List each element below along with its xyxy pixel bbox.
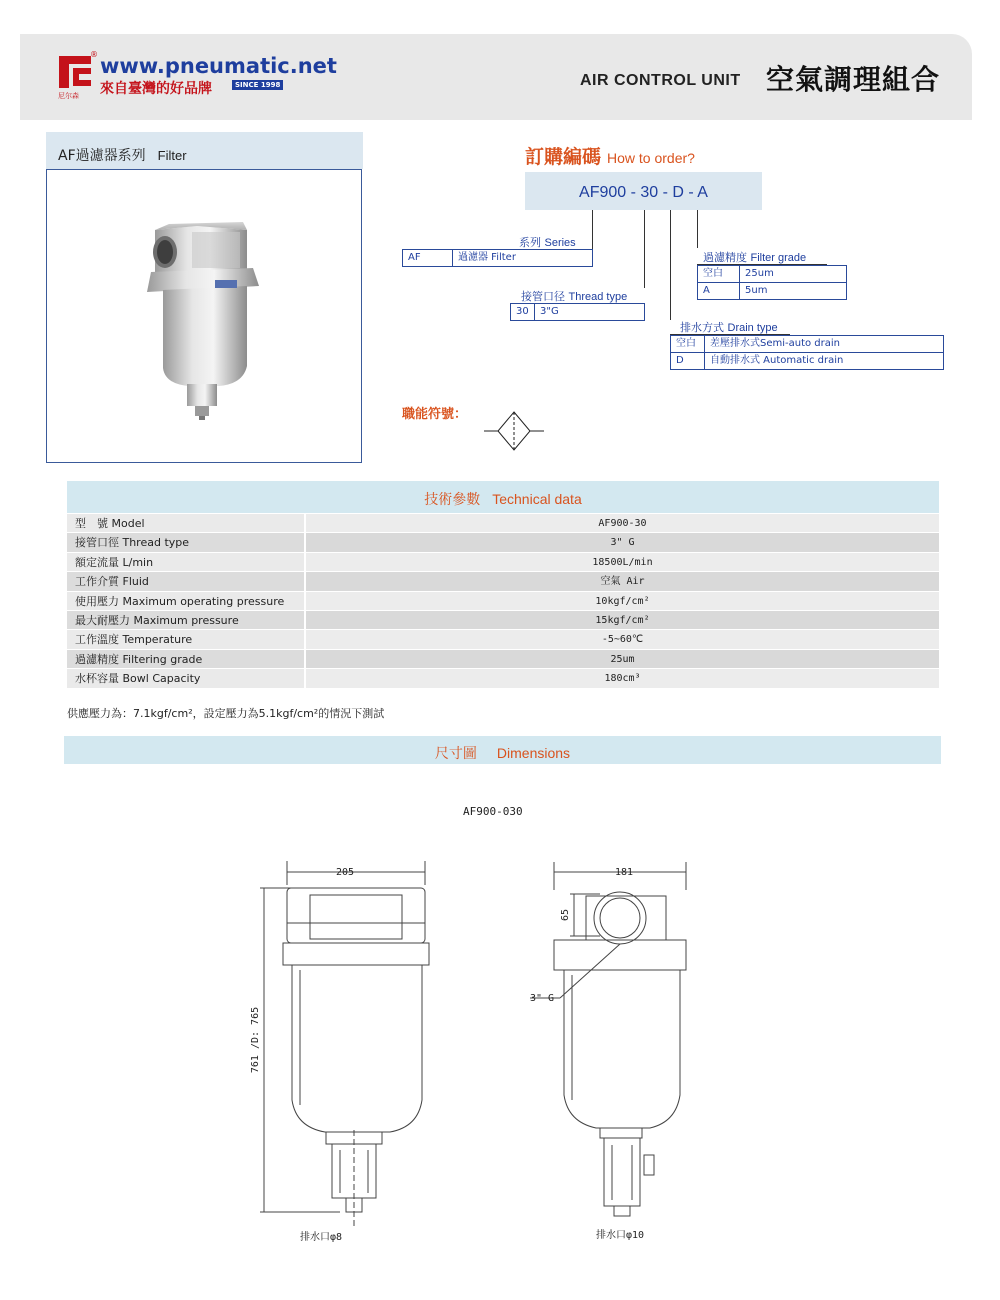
front-width-label: 205	[335, 867, 355, 878]
header-title-cn: 空氣調理組合	[766, 63, 941, 96]
row-label: 型 號 Model	[67, 514, 304, 533]
table-row	[67, 572, 939, 591]
connector-thread	[644, 210, 645, 288]
table-row	[67, 533, 939, 552]
grade-label-en: Filter grade	[750, 252, 807, 264]
drain-side-label: 排水口φ10	[596, 1230, 645, 1241]
product-series-cn: AF過濾器系列	[58, 148, 146, 164]
thread-value: 3"G	[540, 306, 559, 317]
row-label: 工作介質 Fluid	[67, 572, 304, 591]
table-row	[67, 611, 939, 630]
technical-note: 供應壓力為：7.1kgf/cm²，設定壓力為5.1kgf/cm²的情況下測試	[67, 707, 385, 720]
thread-key: 30	[511, 304, 535, 320]
table-row	[67, 630, 939, 649]
row-label: 最大耐壓力 Maximum pressure	[67, 611, 304, 630]
brand-name-cn: 尼尔森	[58, 92, 79, 100]
thread-table	[510, 303, 645, 321]
row-value: 18500L/min	[304, 553, 939, 572]
top-offset-label: 65	[560, 908, 571, 922]
series-table	[402, 249, 593, 267]
grade-value: 25um	[745, 268, 774, 279]
product-series-en: Filter	[157, 148, 187, 163]
row-label: 過濾精度 Filtering grade	[67, 650, 304, 669]
series-label-en: Series	[544, 237, 576, 249]
grade-value: 5um	[745, 285, 768, 296]
grade-label-cn: 過濾精度	[703, 251, 747, 264]
row-value: AF900-30	[304, 514, 939, 533]
order-title-en: How to order?	[607, 150, 695, 166]
technical-table	[67, 514, 939, 689]
row-value: 25um	[304, 650, 939, 669]
product-series-title	[58, 145, 187, 165]
side-view-drawing	[520, 860, 700, 1230]
row-label: 接管口徑 Thread type	[67, 533, 304, 552]
filter-product-image	[47, 170, 361, 462]
technical-title-cn: 技術參數	[424, 492, 481, 508]
table-row	[67, 669, 939, 688]
drain-key: D	[671, 353, 705, 369]
row-value: -5~60℃	[304, 630, 939, 649]
series-label-cn: 系列	[519, 236, 541, 249]
dimensions-title-cn: 尺寸圖	[434, 746, 477, 762]
row-label: 使用壓力 Maximum operating pressure	[67, 592, 304, 611]
technical-title	[67, 489, 939, 509]
table-row	[67, 553, 939, 572]
brand-slogan: 來自臺灣的好品牌	[100, 81, 212, 97]
thread-label-cn: 接管口径	[521, 290, 565, 303]
row-value: 3" G	[304, 533, 939, 552]
drain-label	[680, 319, 778, 335]
drain-front-label: 排水口φ8	[300, 1232, 343, 1243]
registered-mark: ®	[90, 50, 98, 59]
grade-label	[703, 249, 806, 265]
dimensions-title	[64, 743, 941, 763]
connector-grade	[697, 210, 698, 248]
dimensions-title-en: Dimensions	[496, 745, 571, 761]
row-value: 空氣 Air	[304, 572, 939, 591]
row-value: 180cm³	[304, 669, 939, 688]
series-row	[403, 250, 592, 266]
brand-url[interactable]: www.pneumatic.net	[100, 54, 337, 78]
drain-row	[671, 352, 943, 369]
order-title-cn: 訂購編碼	[525, 146, 602, 168]
dimensions-model: AF900-030	[463, 805, 523, 818]
drain-label-en: Drain type	[727, 322, 778, 334]
brand-logo-icon	[55, 52, 95, 92]
thread-label-en: Thread type	[568, 291, 628, 303]
side-width-label: 181	[614, 867, 634, 878]
connector-drain	[670, 210, 671, 320]
brand-since-badge: SINCE 1998	[232, 80, 283, 90]
product-image-frame	[46, 169, 362, 463]
thread-label	[521, 288, 627, 304]
grade-row	[698, 266, 846, 282]
header-title-en: AIR CONTROL UNIT	[580, 72, 741, 89]
port-label: 3" G	[530, 993, 555, 1004]
filter-symbol-icon	[484, 408, 544, 454]
grade-key: 空白	[698, 266, 740, 282]
drain-label-cn: 排水方式	[680, 321, 724, 334]
drain-key: 空白	[671, 336, 705, 352]
order-code: AF900 - 30 - D - A	[579, 184, 708, 201]
row-label: 工作溫度 Temperature	[67, 630, 304, 649]
row-label: 額定流量 L/min	[67, 553, 304, 572]
grade-row	[698, 282, 846, 299]
function-symbol-label: 職能符號：	[402, 407, 468, 422]
series-value: 過濾器 Filter	[458, 252, 516, 263]
technical-title-en: Technical data	[492, 491, 582, 507]
series-key: AF	[403, 250, 453, 266]
order-title	[525, 142, 695, 169]
thread-row	[511, 304, 644, 320]
front-view-drawing	[240, 855, 440, 1235]
grade-table	[697, 265, 847, 300]
row-value: 15kgf/cm²	[304, 611, 939, 630]
table-row	[67, 514, 939, 533]
row-label: 水杯容量 Bowl Capacity	[67, 669, 304, 688]
height-label: 761 /D: 765	[250, 1006, 261, 1074]
drain-row	[671, 336, 943, 352]
grade-key: A	[698, 283, 740, 299]
connector-series	[592, 210, 593, 250]
drain-value: 自動排水式 Automatic drain	[710, 355, 844, 366]
drain-table	[670, 335, 944, 370]
table-row	[67, 650, 939, 669]
row-value: 10kgf/cm²	[304, 592, 939, 611]
series-label	[519, 234, 576, 250]
table-row	[67, 592, 939, 611]
drain-value: 差壓排水式Semi-auto drain	[710, 338, 841, 349]
